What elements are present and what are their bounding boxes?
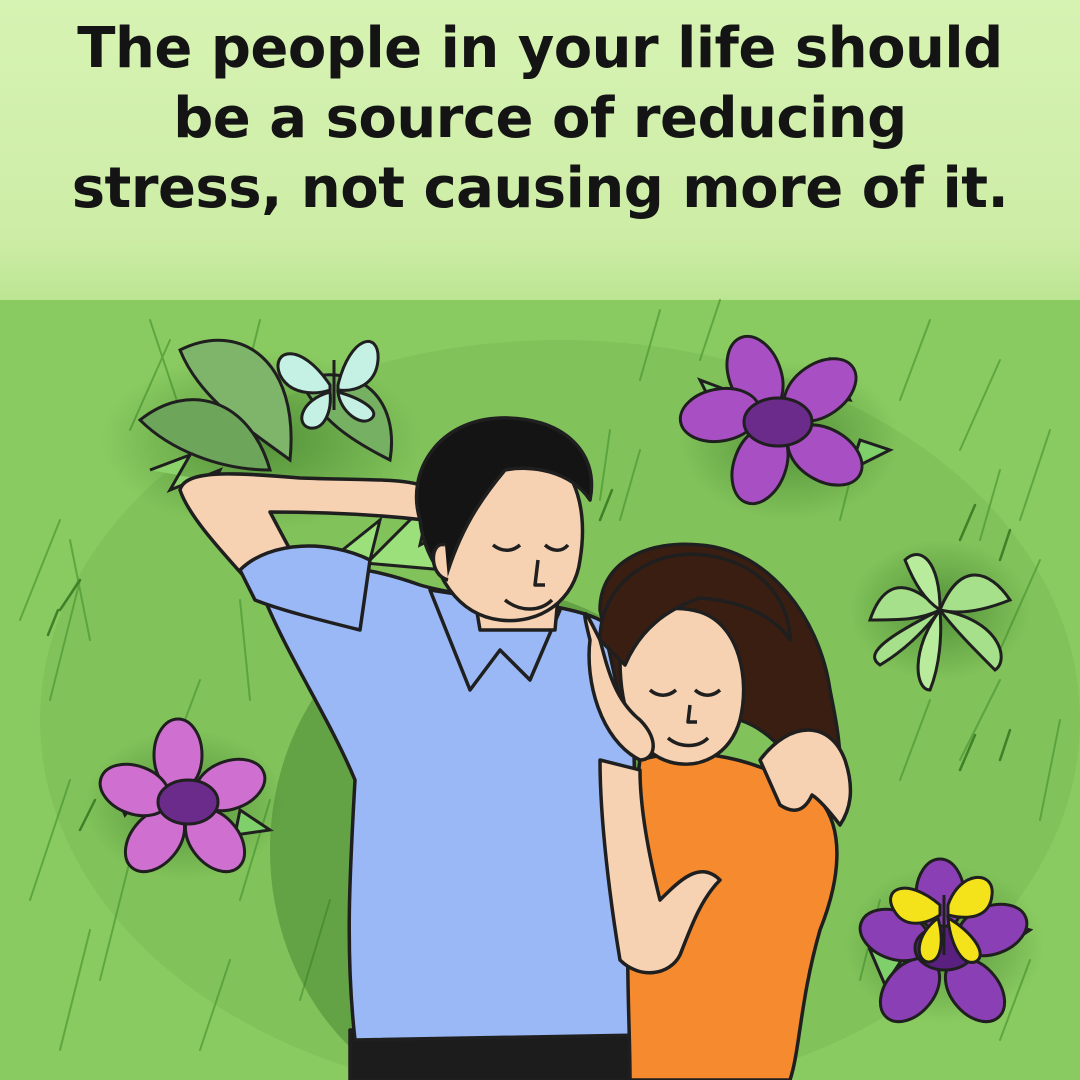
quote-text: [40, 14, 1040, 224]
quote-line-1: The people in your life should: [77, 16, 1003, 81]
quote-line-2: be a source of reducing: [173, 86, 907, 151]
couple-in-grass-scene: [0, 280, 1080, 1080]
quote-line-3: stress, not causing more of it.: [71, 156, 1009, 221]
